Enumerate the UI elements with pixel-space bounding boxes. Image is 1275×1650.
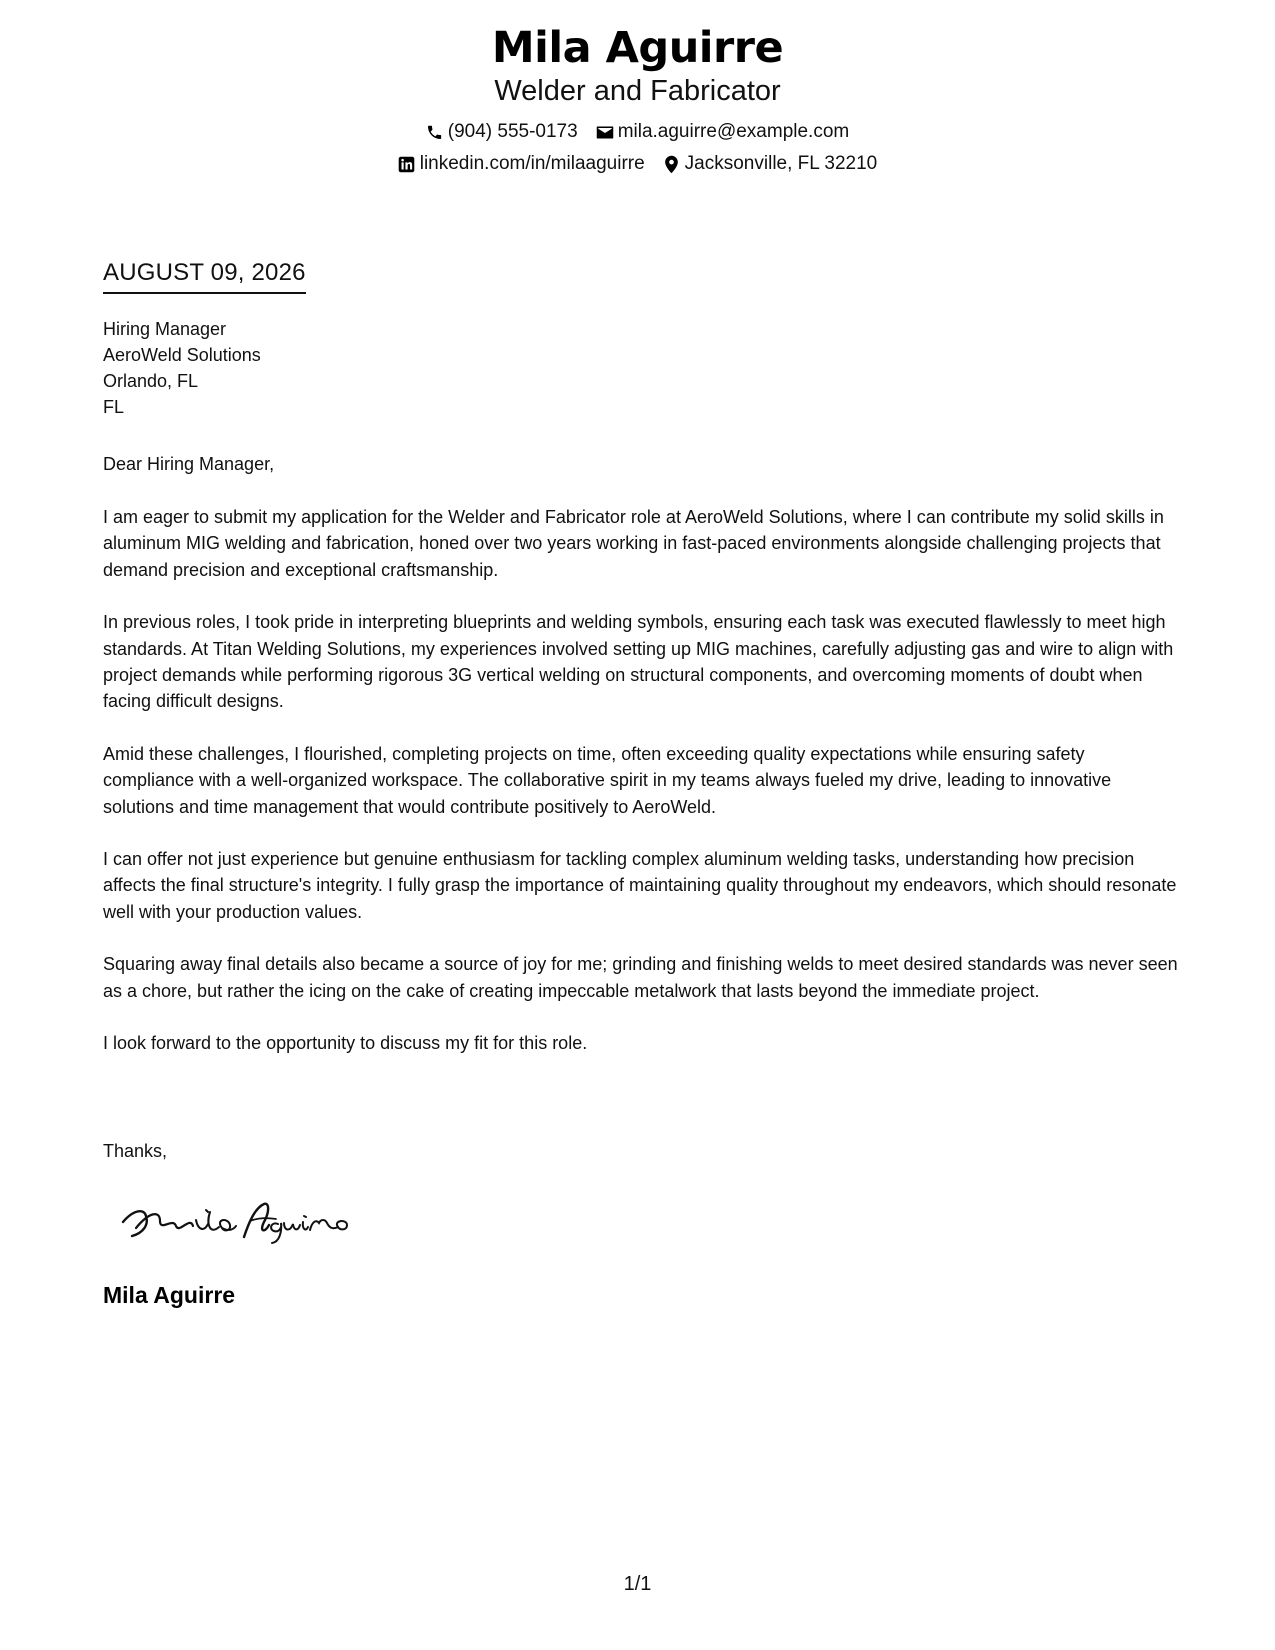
linkedin-text[interactable]: linkedin.com/in/milaaguirre xyxy=(419,153,645,174)
applicant-name: Mila Aguirre xyxy=(491,23,784,73)
body-paragraph: I am eager to submit my application for the Welder and Fabricator role at AeroWeld Solutions, where I can contribute my solid skills in aluminum MIG welding and fabrication, honed over two years working in fast-paced environments alongside challenging projects that demand precision and exceptional craftsmanship. xyxy=(103,507,1164,580)
linkedin-icon xyxy=(398,155,416,173)
map-pin-icon xyxy=(663,155,681,173)
email-text[interactable]: mila.aguirre@example.com xyxy=(617,121,850,142)
body-paragraph: Squaring away final details also became a source of joy for me; grinding and finishing welds to meet desired standards was never seen as a chore, but rather the icing on the cake of creating impeccable metalwork that lasts beyond the immediate project. xyxy=(103,954,1178,1001)
phone-icon xyxy=(426,123,444,141)
body-paragraph: Amid these challenges, I flourished, completing projects on time, often exceeding quality expectations while ensuring safety compliance with a well-organized workspace. The collaborative spirit in my teams always fueled my drive, leading to innovative solutions and time management that would contribute positively to AeroWeld. xyxy=(103,743,1112,817)
envelope-icon xyxy=(596,123,614,141)
contact-row-secondary xyxy=(0,152,1275,176)
recipient-line: FL xyxy=(103,397,125,417)
signature-name: Mila Aguirre xyxy=(103,1282,236,1308)
linkedin-contact xyxy=(398,152,645,176)
recipient-line: Hiring Manager xyxy=(103,319,227,339)
body-paragraph: I look forward to the opportunity to discuss my fit for this role. xyxy=(103,1033,588,1054)
salutation: Dear Hiring Manager, xyxy=(103,454,275,474)
closing: Thanks, xyxy=(103,1141,168,1161)
recipient-line: AeroWeld Solutions xyxy=(103,345,261,365)
recipient-block xyxy=(103,316,261,420)
body-paragraph: I can offer not just experience but genuine enthusiasm for tackling complex aluminum welding tasks, understanding how precision affects the final structure's integrity. I fully grasp the importance of maintaining quality throughout my endeavors, which should resonate well with your production values. xyxy=(103,849,1177,922)
letter-date: AUGUST 09, 2026 xyxy=(103,258,306,294)
body-paragraph: In previous roles, I took pride in interpreting blueprints and welding symbols, ensuring each task was executed flawlessly to meet high standards. At Titan Welding Solutions, my experiences involved setting up MIG machines, carefully adjusting gas and wire to align with project demands while performing rigorous 3G vertical welding on structural components, and overcoming moments of doubt when facing difficult designs. xyxy=(103,612,1174,712)
phone-text[interactable]: (904) 555-0173 xyxy=(447,121,578,142)
page-number: 1/1 xyxy=(623,1573,652,1595)
recipient-line: Orlando, FL xyxy=(103,371,199,391)
location-text: Jacksonville, FL 32210 xyxy=(684,153,878,174)
letter-body xyxy=(103,504,1178,1083)
letter-header xyxy=(0,22,1275,176)
job-title: Welder and Fabricator xyxy=(494,75,781,107)
location-contact xyxy=(663,152,878,176)
phone-contact xyxy=(426,120,578,144)
handwritten-signature xyxy=(118,1188,358,1248)
email-contact xyxy=(596,120,850,144)
contact-row-primary xyxy=(0,120,1275,144)
